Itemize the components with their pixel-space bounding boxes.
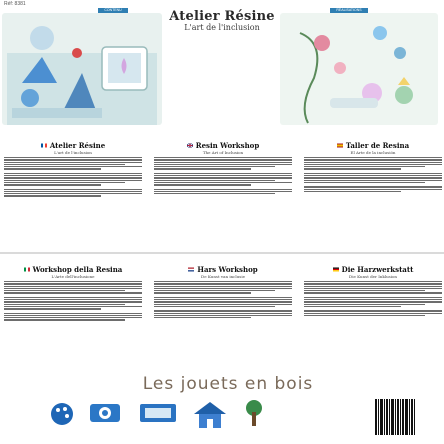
section-subtitle: El Arte de la inclusión bbox=[350, 150, 396, 155]
section-subtitle: L'art de l'inclusion bbox=[54, 150, 92, 155]
section-text bbox=[154, 189, 292, 195]
section-text bbox=[154, 297, 292, 307]
section-title: Resin Workshop bbox=[195, 141, 260, 150]
section-text bbox=[304, 281, 442, 294]
header-photo-left bbox=[2, 13, 162, 125]
footer-brand-title: Les jouets en bois bbox=[142, 374, 314, 394]
reference-number: Réf: 8381 bbox=[4, 1, 26, 7]
france-flag-icon bbox=[41, 143, 47, 148]
realisations-tag: RÉALISATIONS bbox=[330, 8, 368, 13]
section-nl bbox=[154, 265, 292, 321]
section-heading bbox=[304, 141, 442, 150]
netherlands-flag-icon bbox=[188, 267, 194, 272]
section-en bbox=[154, 141, 292, 197]
section-title: Taller de Resina bbox=[345, 141, 410, 150]
barcode bbox=[375, 391, 417, 435]
section-heading bbox=[4, 141, 142, 150]
spain-flag-icon bbox=[337, 143, 343, 148]
contents-tag: CONTENU bbox=[98, 8, 128, 13]
section-text bbox=[4, 281, 142, 294]
section-text bbox=[4, 297, 142, 310]
germany-flag-icon bbox=[333, 267, 339, 272]
section-text bbox=[304, 297, 442, 307]
section-heading bbox=[4, 265, 142, 274]
camera-icon bbox=[90, 404, 120, 422]
section-subtitle: The Art of Inclusion bbox=[202, 150, 244, 155]
floral-resin-illustration bbox=[280, 13, 438, 125]
header-photo-right bbox=[280, 13, 438, 125]
palette-icon bbox=[51, 403, 73, 425]
section-title: Workshop della Resina bbox=[32, 265, 123, 274]
section-title: Die Harzwerkstatt bbox=[341, 265, 414, 274]
resin-objects-illustration bbox=[2, 13, 162, 125]
section-text bbox=[154, 281, 292, 294]
section-text bbox=[154, 173, 292, 186]
section-text bbox=[304, 310, 442, 316]
section-subtitle: L'Arte dell'inclusione bbox=[51, 274, 95, 279]
section-heading bbox=[154, 265, 292, 274]
house-icon bbox=[194, 402, 226, 428]
section-subtitle: Die Kunst der Inklusion bbox=[349, 274, 397, 279]
section-es bbox=[304, 141, 442, 195]
tree-icon bbox=[246, 400, 262, 426]
section-text bbox=[4, 173, 142, 186]
footer-icons-strip bbox=[42, 392, 372, 436]
frame-icon bbox=[140, 404, 176, 422]
section-heading bbox=[304, 265, 442, 274]
section-text bbox=[304, 186, 442, 192]
section-text bbox=[4, 313, 142, 321]
section-it bbox=[4, 265, 142, 324]
section-fr bbox=[4, 141, 142, 200]
section-text bbox=[304, 157, 442, 170]
uk-flag-icon bbox=[187, 143, 193, 148]
section-text bbox=[4, 157, 142, 170]
section-text bbox=[154, 157, 292, 170]
italy-flag-icon bbox=[24, 267, 30, 272]
page-title: Atelier Résine bbox=[169, 9, 275, 24]
header-title-block bbox=[162, 9, 282, 32]
section-divider bbox=[0, 252, 444, 254]
section-subtitle: De Kunst van inclusie bbox=[201, 274, 245, 279]
section-text bbox=[154, 310, 292, 318]
page-subtitle: L'art de l'inclusion bbox=[184, 23, 260, 32]
section-de bbox=[304, 265, 442, 319]
section-text bbox=[304, 173, 442, 183]
section-title: Hars Workshop bbox=[197, 265, 258, 274]
section-text bbox=[4, 189, 142, 197]
section-heading bbox=[154, 141, 292, 150]
section-title: Atelier Résine bbox=[49, 141, 106, 150]
